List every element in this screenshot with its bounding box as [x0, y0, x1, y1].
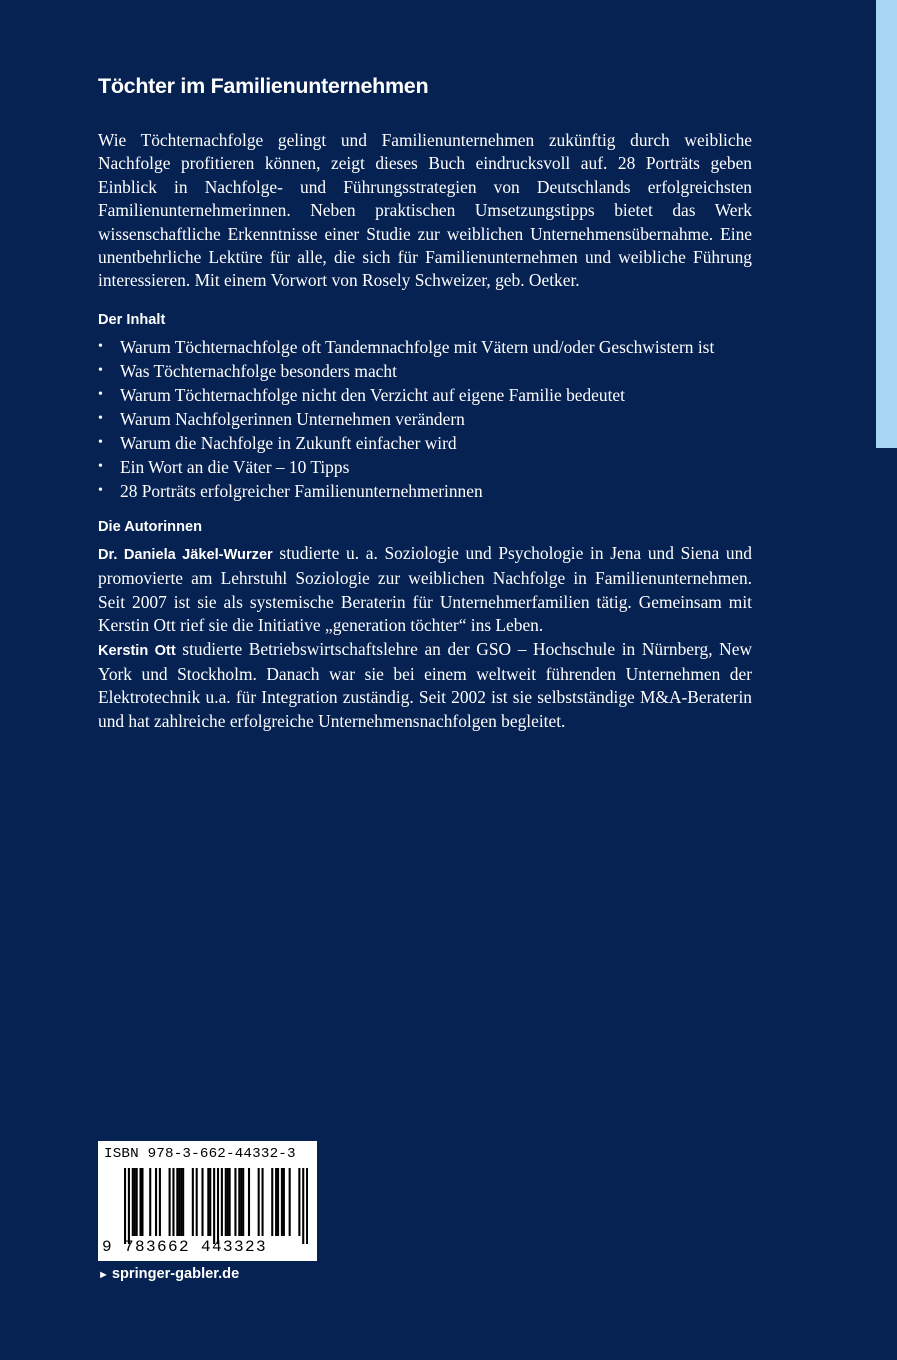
barcode-bar [149, 1168, 151, 1236]
list-item: • Warum Nachfolgerinnen Unternehmen verändern [98, 409, 465, 429]
barcode-bar [136, 1168, 138, 1236]
barcode-digits: 9 783662 443323 [102, 1238, 268, 1256]
barcode-bar [124, 1168, 126, 1244]
barcode-bar [238, 1168, 240, 1236]
bullet-icon: • [98, 411, 103, 426]
barcode-bar [178, 1168, 180, 1236]
barcode-bar [182, 1168, 184, 1236]
bullet-icon: • [98, 483, 103, 498]
list-item: • Warum Töchternachfolge nicht den Verzicht auf eigene Familie bedeutet [98, 385, 625, 405]
barcode-bar [248, 1168, 250, 1236]
barcode-bar [229, 1168, 231, 1236]
author-bio-1: Dr. Daniela Jäkel-Wurzer studierte u. a. Soziologie und Psychologie in Jena und Siena und promovierte am Lehrstuhl Soziologie zur weiblichen Nachfolge in Familienunternehmen. Seit 2007 ist sie als systemische Beraterin für Unternehmerfamilien tätig. Gemeinsam mit Kerstin Ott rief sie die Initiative „generation töchter“ ins Leben. [98, 543, 752, 636]
authors-section [98, 542, 752, 733]
barcode-bar [281, 1168, 283, 1236]
barcode-bar [221, 1168, 223, 1236]
barcode-bar [155, 1168, 157, 1236]
publisher-url: springer-gabler.de [111, 1266, 240, 1282]
barcode-bar [180, 1168, 182, 1236]
list-item: • 28 Porträts erfolgreicher Familienunternehmerinnen [98, 481, 483, 501]
barcode-bar [207, 1168, 209, 1236]
barcode-bar [217, 1168, 219, 1244]
barcode-bar [209, 1168, 211, 1236]
barcode-bar [275, 1168, 277, 1236]
publisher-link[interactable] [98, 1266, 239, 1282]
barcode-bar [176, 1168, 178, 1236]
barcode-bars [124, 1168, 308, 1244]
barcode-bar [134, 1168, 136, 1236]
barcode-bar [213, 1168, 215, 1244]
barcode-bar [302, 1168, 304, 1244]
barcode-bar [169, 1168, 171, 1236]
isbn-barcode [98, 1141, 317, 1261]
list-item: • Warum Töchternachfolge oft Tandemnachfolge mit Vätern und/oder Geschwistern ist [98, 337, 715, 357]
arrow-right-icon: ► [98, 1269, 109, 1281]
barcode-bar [141, 1168, 143, 1236]
barcode-bar [201, 1168, 203, 1236]
barcode-bar [277, 1168, 279, 1236]
barcode-bar [128, 1168, 130, 1244]
barcode-bar [298, 1168, 300, 1236]
barcode-bar [271, 1168, 273, 1236]
barcode-bar [242, 1168, 244, 1236]
barcode-bar [139, 1168, 141, 1236]
list-item: • Ein Wort an die Väter – 10 Tipps [98, 457, 350, 477]
barcode-bar [258, 1168, 260, 1236]
barcode-bar [240, 1168, 242, 1236]
barcode-bar [159, 1168, 161, 1236]
list-item: • Was Töchternachfolge besonders macht [98, 361, 397, 381]
barcode-bar [306, 1168, 308, 1244]
barcode-bar [196, 1168, 198, 1236]
barcode-bar [262, 1168, 264, 1236]
accent-strip [876, 0, 897, 448]
inhalt-list [98, 335, 714, 503]
barcode-bar [227, 1168, 229, 1236]
autorinnen-heading: Die Autorinnen [98, 519, 203, 535]
bullet-icon: • [98, 459, 103, 474]
barcode-bar [192, 1168, 194, 1236]
isbn-label: ISBN 978-3-662-44332-3 [104, 1146, 296, 1162]
bullet-icon: • [98, 339, 103, 354]
barcode-bar [132, 1168, 134, 1236]
barcode-bar [172, 1168, 174, 1236]
barcode-bar [289, 1168, 291, 1236]
author-name-1: Dr. Daniela Jäkel-Wurzer [98, 547, 273, 563]
inhalt-heading: Der Inhalt [98, 312, 166, 328]
barcode-bar [234, 1168, 236, 1236]
author-bio-2: Kerstin Ott studierte Betriebswirtschaftslehre an der GSO – Hochschule in Nürnberg, New York und Stockholm. Danach war sie bei einem weltweit führenden Unternehmen der Elektrotechnik u.a. für Integration zuständig. Seit 2002 ist sie selbstständige M&A-Beraterin und hat zahlreiche erfolgreiche Unternehmensnachfolgen begleitet. [98, 638, 752, 731]
list-item: • Warum die Nachfolge in Zukunft einfacher wird [98, 433, 457, 453]
author-name-2: Kerstin Ott [98, 642, 176, 659]
barcode-bar [283, 1168, 285, 1236]
bullet-icon: • [98, 363, 103, 378]
bullet-icon: • [98, 435, 103, 450]
barcode-bar [225, 1168, 227, 1236]
book-title: Töchter im Familienunternehmen [98, 74, 429, 98]
book-description: Wie Töchternachfolge gelingt und Familienunternehmen zukünftig durch weibliche Nachfolge profitieren können, zeigt dieses Buch eindrucksvoll auf. 28 Porträts geben Einblick in Nachfolge- und Führungsstrategien von Deutschlands erfolgreichsten Familienunternehmerinnen. Neben praktischen Umsetzungstipps bietet das Werk wissenschaftliche Erkenntnisse einer Studie zur weiblichen Unternehmensübernahme. Eine unentbehrliche Lektüre für alle, die sich für Familienunternehmen und weibliche Führung interessieren. Mit einem Vorwort von Rosely Schweizer, geb. Oetker. [98, 130, 752, 291]
bullet-icon: • [98, 387, 103, 402]
